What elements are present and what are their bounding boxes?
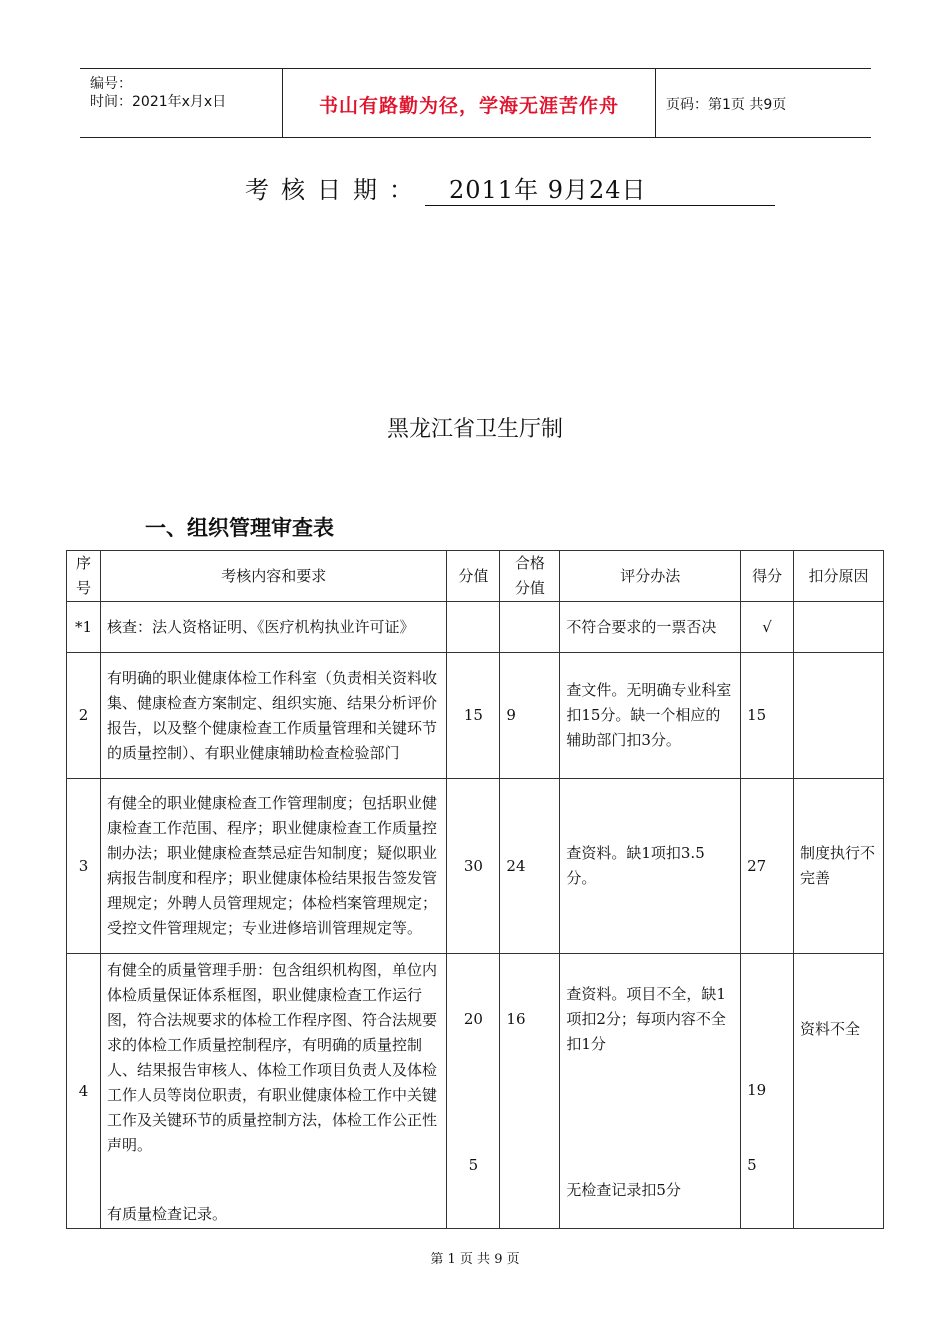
row-content: 有明确的职业健康体检工作科室（负责相关资料收集、健康检查方案制定、组织实施、结果分析评价报告，以及整个健康检查工作质量管理和关键环节的质量控制）、有职业健康辅助检查检验部门 [100, 653, 446, 779]
row-content-extra: 有质量检查记录。 [106, 1205, 227, 1223]
document-number: 编号： [90, 76, 132, 92]
issuing-organization: 黑龙江省卫生厅制 [386, 417, 563, 442]
document-header [80, 68, 871, 138]
row-content: 有健全的职业健康检查工作管理制度；包括职业健康检查工作范围、程序；职业健康检查工作质量控制办法；职业健康检查禁忌症告知制度；疑似职业病报告制度和程序；职业健康体检结果报告签发管理规定；外聘人员管理规定；体检档案管理规定；受控文件管理规定；专业进修培训管理规定等。 [100, 779, 446, 954]
page-footer: 第 1 页 共 9 页 [430, 1252, 520, 1267]
row-got: 27 [741, 779, 794, 954]
row-method: 查文件。无明确专业科室扣15分。缺一个相应的辅助部门扣3分。 [560, 653, 741, 779]
row-no: 2 [67, 653, 101, 779]
row-score [447, 954, 500, 1229]
row-reason-text: 资料不全 [800, 1020, 861, 1038]
row-score: 15 [447, 653, 500, 779]
header-motto-cell [282, 69, 656, 137]
row-method-extra: 无检查记录扣5分 [566, 1181, 681, 1199]
row-pass-score [500, 602, 560, 653]
row-score-main: 20 [463, 1010, 483, 1028]
row-no: 4 [67, 954, 101, 1229]
review-table [66, 550, 884, 1229]
row-content: 核查：法人资格证明、《医疗机构执业许可证》 [100, 602, 446, 653]
table-row [67, 954, 884, 1229]
row-reason [794, 653, 884, 779]
assessment-date [245, 170, 775, 206]
header-page-cell [656, 69, 871, 137]
row-got-main: 19 [747, 1081, 767, 1099]
row-got: √ [741, 602, 794, 653]
assessment-date-value: 2011年 9月24日 [425, 170, 775, 206]
row-pass-score: 24 [500, 779, 560, 954]
table-row [67, 602, 884, 653]
row-got-extra: 5 [747, 1156, 757, 1174]
table-row [67, 779, 884, 954]
header-method: 评分办法 [560, 551, 741, 602]
row-reason [794, 602, 884, 653]
row-got: 15 [741, 653, 794, 779]
row-pass-score-value: 16 [506, 1010, 526, 1028]
row-no: *1 [67, 602, 101, 653]
motto-text: 书山有路勤为径，学海无涯苦作舟 [318, 95, 619, 117]
document-time: 时间：2021年x月x日 [90, 94, 227, 110]
row-score [447, 602, 500, 653]
row-pass-score [500, 954, 560, 1229]
table-row [67, 653, 884, 779]
header-reason: 扣分原因 [794, 551, 884, 602]
row-method: 查资料。缺1项扣3.5分。 [560, 779, 741, 954]
row-score-extra: 5 [468, 1156, 479, 1174]
row-no: 3 [67, 779, 101, 954]
header-content: 考核内容和要求 [100, 551, 446, 602]
row-method: 不符合要求的一票否决 [560, 602, 741, 653]
section-title: 一、组织管理审查表 [145, 516, 334, 540]
header-score: 分值 [447, 551, 500, 602]
row-method [560, 954, 741, 1229]
page-indicator: 页码：第1页 共9页 [666, 97, 787, 113]
header-info-cell [80, 69, 282, 137]
row-reason: 制度执行不完善 [794, 779, 884, 954]
row-pass-score: 9 [500, 653, 560, 779]
row-content-text: 有健全的质量管理手册：包含组织机构图，单位内体检质量保证体系框图，职业健康检查工作运行图，符合法规要求的体检工作程序图、符合法规要求的体检工作质量控制程序，有明确的质量控制人、结果报告审核人、体检工作项目负责人及体检工作人员等岗位职责，有职业健康体检工作中关键工作及关键环节的质量控制方法，体检工作公正性声明。 [106, 961, 437, 1154]
row-content [100, 954, 446, 1229]
header-pass-score: 合格分值 [500, 551, 560, 602]
header-got: 得分 [741, 551, 794, 602]
row-method-text: 查资料。项目不全，缺1项扣2分；每项内容不全扣1分 [566, 985, 726, 1053]
header-no: 序号 [67, 551, 101, 602]
table-header-row [67, 551, 884, 602]
assessment-date-label: 考核日期： [245, 176, 425, 204]
row-score: 30 [447, 779, 500, 954]
row-reason [794, 954, 884, 1229]
row-got [741, 954, 794, 1229]
